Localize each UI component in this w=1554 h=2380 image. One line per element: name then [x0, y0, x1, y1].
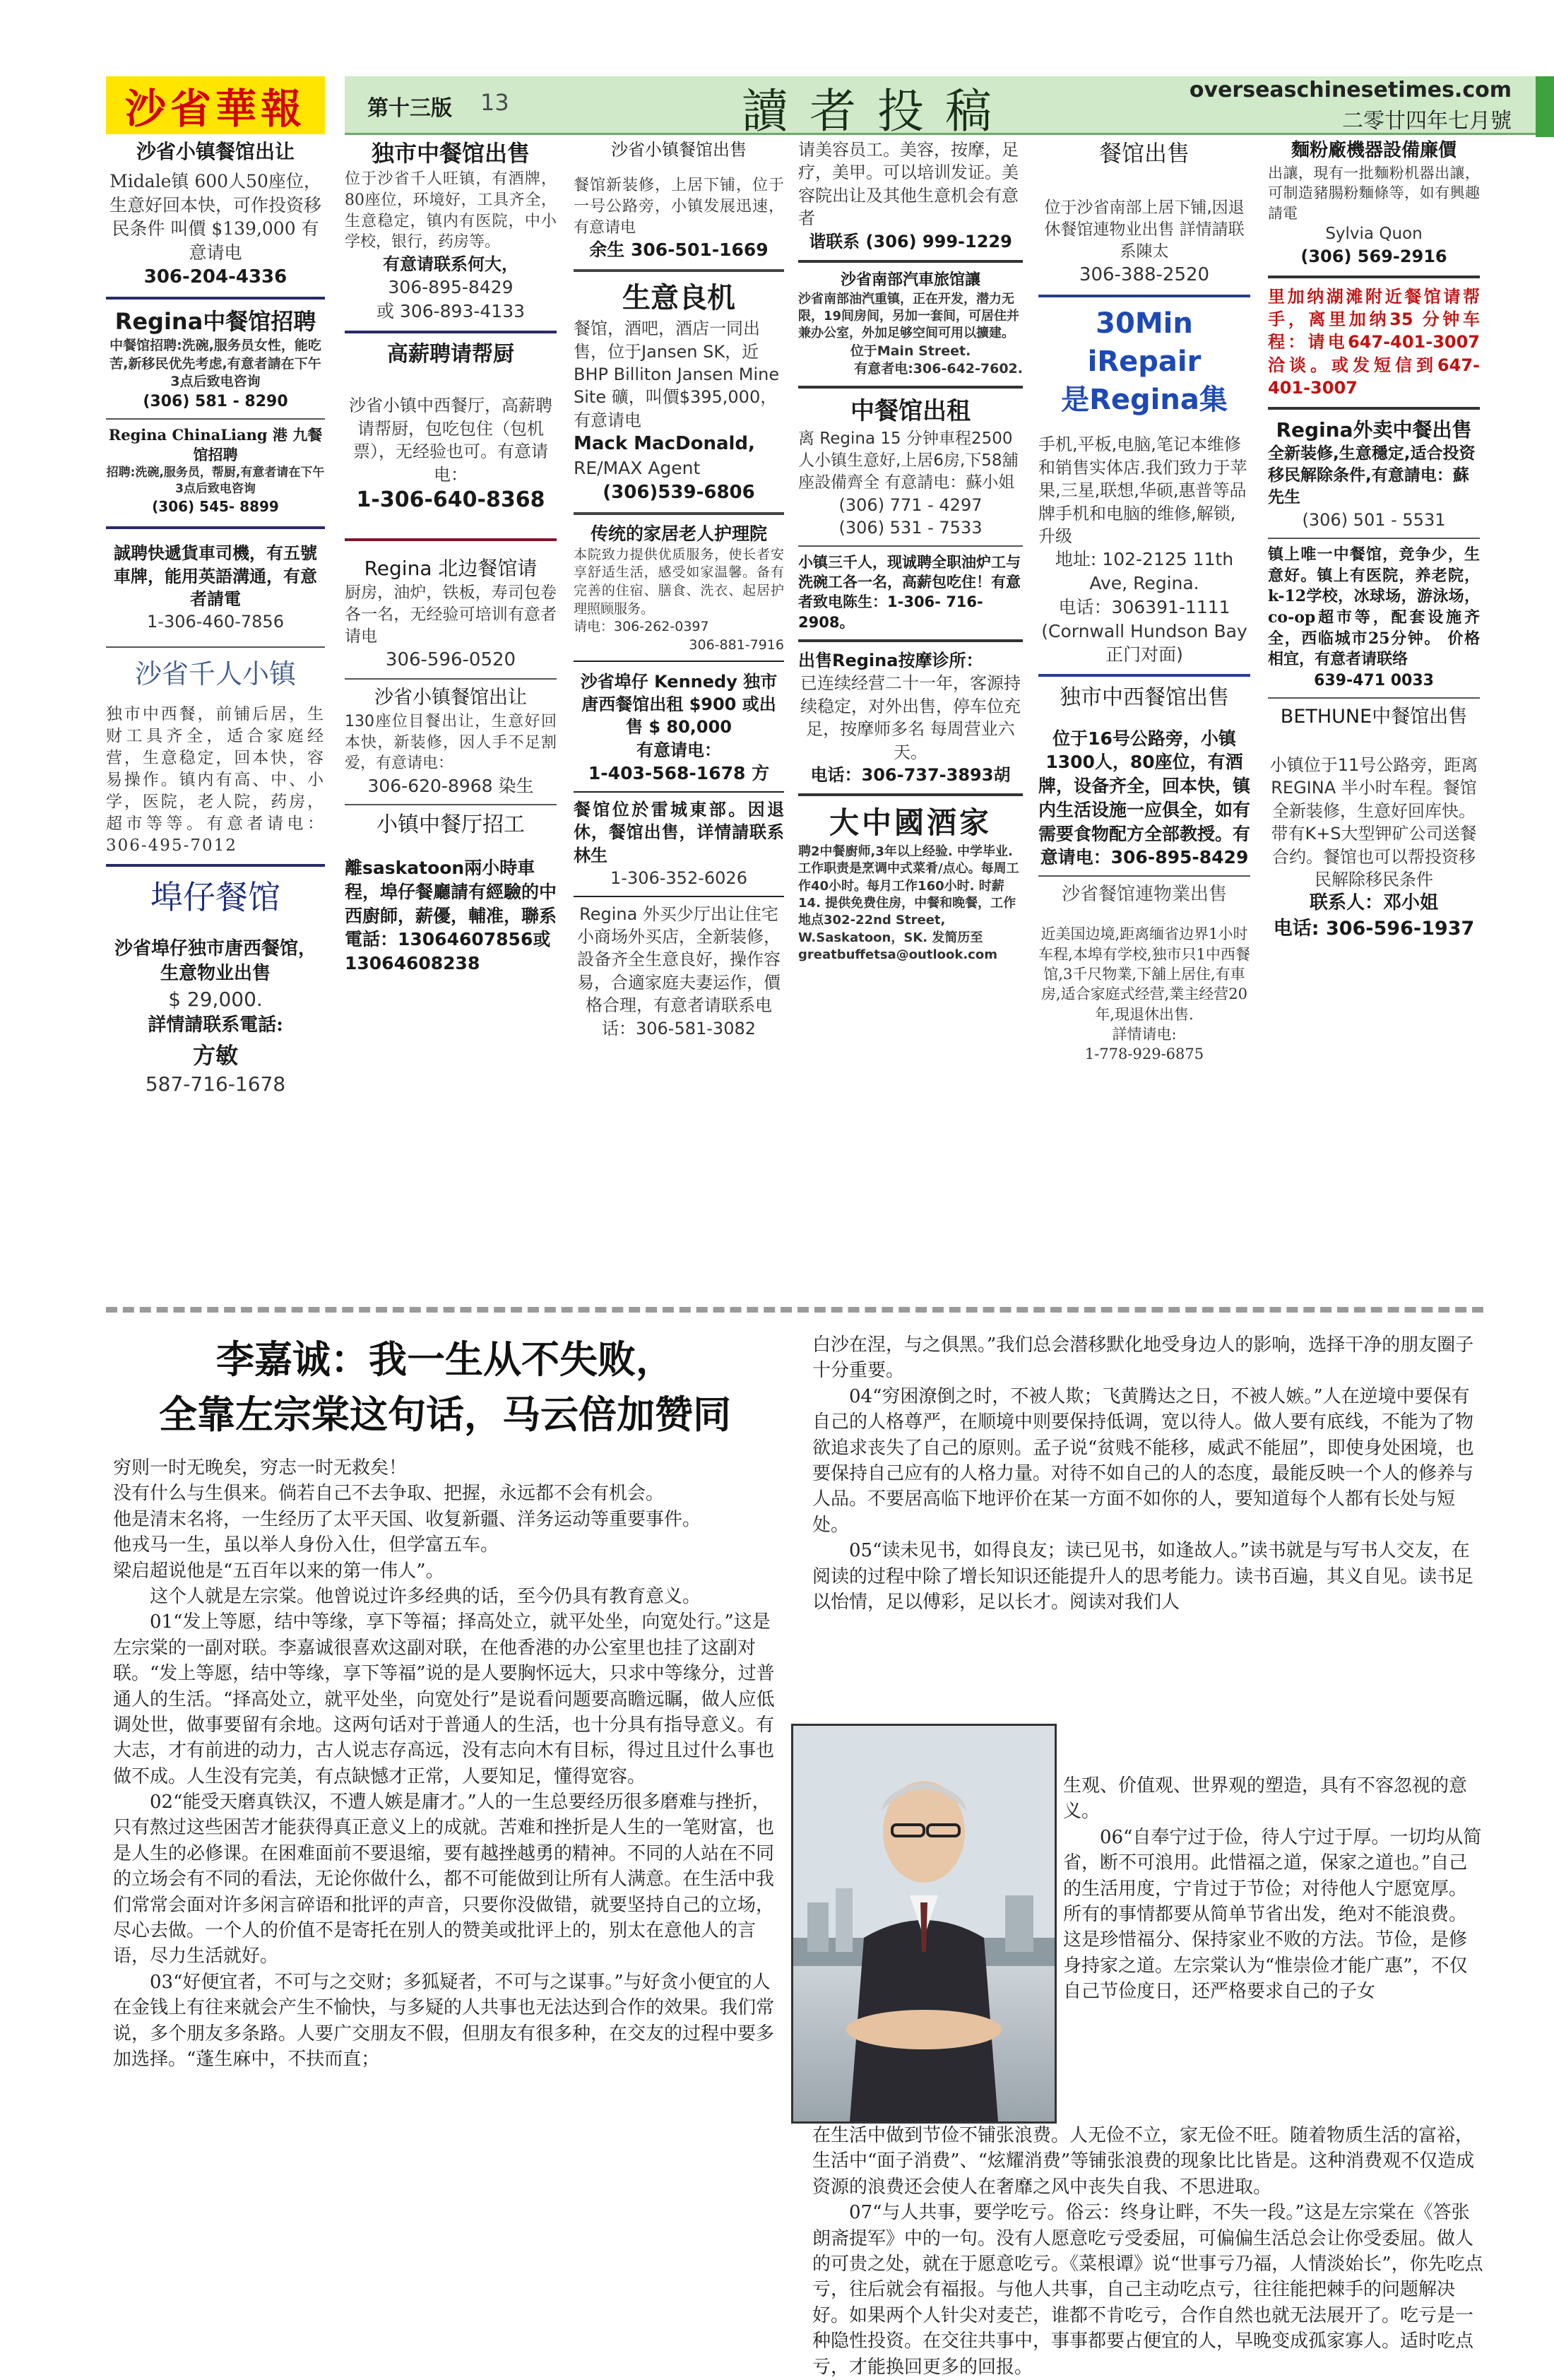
article-paragraph: 06“自奉宁过于俭，待人宁过于厚。一切均从简省，断不可浪用。此惜福之道，保家之道也。”自己的生活用度，宁肯过于节俭；对待他人宁愿宽厚。所有的事情都要从简单节省出发，绝对不能浪费。这是珍惜福分、保持家业不败的方法。节俭，是修身持家之道。左宗棠认为“惟崇俭才能广惠”，不仅自己节俭度日，还严格要求自己的子女	[1063, 1826, 1482, 2003]
ad-title: 独市中餐馆出售	[371, 140, 530, 167]
article-paragraph: 他是清末名将，一生经历了太平天国、收复新疆、洋务运动等重要事件。	[113, 1508, 701, 1530]
ad-body: 近美国边境,距离缅省边界1小时车程,本埠有学校,独市只1中西餐馆,3千尺物業,下舖上居住,有車房,适合家庭式经营,業主经营20年,現退休出售.	[1038, 925, 1250, 1023]
ad-130-seat	[345, 685, 557, 798]
ad-contact: 有意请电：	[636, 740, 721, 760]
article-paragraph: 这个人就是左宗棠。他曾说过许多经典的话，至今仍具有教育意义。	[113, 1585, 701, 1607]
article-title	[113, 1332, 777, 1443]
page-number: 13	[480, 89, 509, 116]
ad-contact: 有意请联系何大，	[383, 253, 518, 274]
ad-body: 独市中西餐，前铺后居，生财工具齐全，适合家庭经营，生意稳定，回本快，容易操作。镇内有高、中、小学，医院，老人院，药房，超市等等。有意者请电：306-495-7012	[106, 705, 325, 856]
divider	[574, 269, 784, 272]
ad-title: 小镇中餐厅招工	[376, 812, 525, 837]
ad-phone: (306) 545- 8899	[152, 498, 279, 516]
ad-body: 沙省南部油汽重镇，正在开发，潜力无限，19间房间，另加一套间，可居住并兼办公室，外加足够空间可用以擴建。	[798, 291, 1020, 341]
ad-title: 生意良机	[622, 282, 735, 315]
ad-midale-restaurant	[106, 138, 325, 290]
ad-restaurant-rent	[798, 396, 1023, 540]
ad-kennedy	[574, 670, 784, 786]
ad-body: Regina 外买少厅出让住宅小商场外买店，全新装修，設备齐全生意良好，操作容易，合適家庭夫妻运作，價格合理，有意者请联系电话：306-581-3082	[577, 904, 781, 1038]
ad-business-opportunity	[574, 279, 784, 505]
ad-name: 方敏	[192, 1041, 238, 1069]
ad-agent-name: Mack MacDonald,	[574, 433, 755, 455]
ad-chinaliang-hiring	[106, 425, 325, 517]
divider	[106, 297, 325, 300]
article-title-line-1: 李嘉诚：我一生从不失败，	[216, 1337, 674, 1382]
ad-title: 沙省小镇餐馆出售	[611, 140, 747, 160]
ad-body: 离 Regina 15 分钟車程2500人小镇生意好,上居6房,下58舖座設備齊全 有意請电：蘇小姐	[798, 429, 1019, 492]
article-paragraph: 穷则一时无晚矣，穷志一时无救矣！	[113, 1457, 408, 1479]
article-paragraph: 白沙在涅，与之俱黑。”我们总会潜移默化地受身边人的影响，选择干净的朋友圈子十分重要。	[812, 1334, 1474, 1382]
ad-south-restaurant	[1038, 138, 1250, 288]
divider	[1038, 295, 1250, 297]
ad-body: 餐馆新装修，上居下铺，位于一号公路旁，小镇发展迅速，有意请电	[574, 177, 784, 237]
edition-label: 第十三版	[367, 96, 452, 121]
ad-phone: 电话：306-737-3893胡	[810, 764, 1011, 785]
divider	[798, 639, 1023, 642]
ad-column-2	[345, 138, 557, 976]
section-title: 讀者投稿	[742, 84, 1013, 138]
ad-title: Regina中餐馆招聘	[114, 307, 316, 335]
article-column-left	[113, 1455, 777, 2072]
divider	[1038, 674, 1250, 677]
ad-regina-takeout	[1268, 417, 1480, 532]
ad-body: 厨房，油炉，铁板，寿司包卷各一名，无经验可培训有意者请电	[345, 584, 557, 646]
divider	[1268, 276, 1480, 278]
ad-title: 30Min iRepair	[1087, 307, 1202, 379]
ad-body: 中餐馆招聘:洗碗,服务员女性，能吃苦,新移民优先考虑,有意者請在下午3点后致电咨询	[109, 338, 321, 390]
ad-body: 位于16号公路旁，小镇1300人，80座位，有酒牌，设备齐全，回本快，镇内生活设施一应俱全，如有需要食物配方全部教授。有意请电：306-895-8429	[1038, 728, 1251, 868]
article-paragraph: 梁启超说他是“五百年以来的第一伟人”。	[113, 1560, 444, 1582]
ad-title: 沙省小镇餐馆出让	[136, 140, 295, 163]
ad-title: Regina 北边餐馆请	[364, 557, 538, 581]
ad-phone: 306-881-7916	[689, 637, 784, 653]
ad-phone: 306-204-4336	[143, 266, 287, 288]
ad-body: 小镇三千人，现诚聘全职油炉工与洗碗工各一名，高薪包吃住！有意者致电陈生：1-306- 716-2908。	[798, 553, 1021, 631]
divider	[1038, 875, 1250, 877]
divider	[798, 260, 1023, 263]
ad-phone: 587-716-1678	[145, 1072, 286, 1096]
ad-body: 已连续经营二十一年，客源持续稳定，对外出售，停车位充足，按摩师多名 每周营业六天。	[800, 673, 1021, 762]
divider	[798, 545, 1023, 547]
ad-body: 位于沙省千人旺镇，有酒牌，80座位，环境好，工具齐全，生意稳定，镇内有医院，中小学校，银行，药房等。	[345, 170, 557, 251]
ad-address: 地址: 102-2125 11th Ave, Regina.	[1055, 549, 1234, 594]
article-title-line-2: 全靠左宗棠这句话，马云倍加赞同	[159, 1392, 731, 1438]
ad-phone: (306) 581 - 8290	[143, 393, 288, 410]
portrait-photo	[791, 1724, 1057, 2124]
article-paragraph: 在生活中做到节俭不铺张浪费。人无俭不立，家无俭不旺。随着物质生活的富裕，生活中“面子消费”、“炫耀消费”等铺张浪费的现象比比皆是。这种消费观不仅造成资源的浪费还会使人在奢靡之风中丧失自我、不思进取。	[812, 2125, 1475, 2198]
ad-phone: 有意者电:306-642-7602.	[854, 361, 1023, 377]
ad-body: 餐馆位於雷城東部。因退休，餐馆出售，详情請联系林生	[574, 799, 784, 865]
article-column-right-bottom	[812, 2123, 1483, 2380]
ad-fryer-hiring	[798, 552, 1023, 632]
article-paragraph: 04“穷困潦倒之时，不被人欺；飞黄腾达之日，不被人嫉。”人在逆境中要保有自己的人格尊严，在顺境中则要保持低调，宽以待人。做人要有底线，不能为了物欲追求丧失了自己的原则。孟子说“贫贱不能移，威武不能屈”，即使身处困境，也要保持自己应有的人格力量。对待不如自己的人的态度，最能反映一个人的修养与人品。不要居高临下地评价在某一方面不如你的人，要知道每个人都有长处与短处。	[812, 1385, 1474, 1536]
ad-contact: 詳情請联系電話:	[148, 1014, 283, 1036]
ad-driver-hiring	[106, 542, 325, 634]
ad-east-regina	[574, 798, 784, 890]
divider	[1268, 538, 1480, 539]
ad-title: 埠仔餐馆	[150, 878, 280, 917]
article-paragraph: 05“读未见书，如得良友；读已见书，如逢故人。”读书就是与写书人交友，在阅读的过程中除了增长知识还能提升人的思考能力。读书百遍，其义自见。读书足以怡情，足以傅彩，足以长才。阅读对我们人	[812, 1540, 1474, 1613]
ad-phone: 639-471 0033	[1314, 671, 1434, 689]
article-paragraph: 07“与人共事，要学吃亏。俗云：终身让畔，不失一段。”这是左宗棠在《答张朗斋提军》中的一句。没有人愿意吃亏受委屈，可偏偏生活总会让你受委屈。做人的可贵之处，就在于愿意吃亏。《菜根谭》说“世事亏乃福，人情淡始长”，你先吃点亏，往后就会有福报。与他人共事，自己主动吃点亏，往往能把棘手的问题解决好。如果两个人针尖对麦芒，谁都不肯吃亏，合作自然也就无法展开了。吃亏是一种隐性投资。在交往共事中，事事都要占便宜的人，早晚变成孤家寡人。适时吃点亏，才能换回更多的回报。	[812, 2202, 1483, 2378]
ad-highway16	[1038, 684, 1250, 870]
ad-body: 小镇位于11号公路旁，距离REGINA 半小时车程。餐馆全新装修，生意好回库快。带有K+S大型钾矿公司送餐合约。餐馆也可以帮投资移民解除移民条件	[1269, 755, 1478, 890]
section-divider	[106, 1307, 1483, 1313]
article-paragraph: 他戎马一生，虽以举人身份入仕，但学富五车。	[113, 1534, 499, 1556]
ad-phone: 电话: 306-596-1937	[1273, 917, 1475, 940]
ad-phone: 1-306-460-7856	[147, 612, 284, 632]
divider	[106, 646, 325, 648]
ad-phone: 306-388-2520	[1079, 264, 1210, 286]
divider	[345, 804, 557, 805]
ad-body: 本院致力提供优质服务，使长者安享舒适生活，感受如家温馨。备有完善的住宿、膳食、洗衣、起居护理照顾服务。	[574, 546, 784, 617]
ad-body: 誠聘快遞貨車司機，有五號車牌，能用英語溝通，有意者請電	[114, 543, 317, 610]
ad-phone: 或 306-893-4133	[376, 301, 526, 322]
divider	[798, 386, 1023, 389]
ad-column-6	[1268, 138, 1480, 942]
ad-body: 離saskatoon兩小時車程，埠仔餐廳請有經驗的中西廚師，薪優，輔准，聯系電話：13064607856或13064608238	[345, 858, 557, 974]
article-paragraph: 生观、价值观、世界观的塑造，具有不容忽视的意义。	[1063, 1775, 1468, 1823]
ad-phone: 306-620-8968 染生	[367, 775, 534, 796]
ad-town-restaurant-sale	[345, 138, 557, 324]
ad-body: 请美容员工。美容，按摩，足疗，美甲。可以培训发证。美容院出让及其他生意机会有意者	[798, 140, 1019, 229]
ad-body: 位于沙省南部上居下铺,因退休餐馆連物业出售 詳情請联系陳太	[1044, 199, 1245, 261]
issue-date: 二零廿四年七月號	[1342, 109, 1512, 134]
ad-body: 里加纳湖滩附近餐馆请帮手，离里加纳35 分钟车程：请电647-401-3007 洽谈。或发短信到647-401-3007	[1268, 286, 1480, 398]
ad-phone: (306)539-6806	[603, 482, 755, 503]
article-paragraph: 没有什么与生俱来。倘若自己不去争取、把握，永远都不会有机会。	[113, 1483, 665, 1505]
divider	[798, 793, 1023, 796]
ad-regina-hiring	[106, 307, 325, 413]
divider	[574, 791, 784, 793]
ad-phone: 1-306-352-6026	[610, 868, 747, 889]
ad-great-china-restaurant	[798, 803, 1023, 964]
ad-title: Regina外卖中餐出售	[1276, 418, 1472, 442]
ad-title: BETHUNE中餐馆出售	[1280, 705, 1468, 728]
article-column-right-top	[812, 1332, 1483, 1615]
divider	[1268, 697, 1480, 699]
divider	[106, 526, 325, 529]
ad-title: 高薪聘请帮厨	[387, 341, 514, 367]
ad-phone: 请电：306-262-0397	[574, 619, 709, 635]
ad-column-3	[574, 138, 784, 1040]
divider	[106, 864, 325, 867]
ad-contact: 联系人：邓小姐	[1309, 892, 1438, 914]
ad-column-1	[106, 138, 325, 1098]
ad-irepair	[1038, 304, 1250, 667]
divider	[345, 331, 557, 333]
ad-title: 中餐馆出租	[850, 396, 971, 425]
article-paragraph: 03“好便宜者，不可与之交财；多狐疑者，不可与之谋事。”与好贪小便宜的人在金钱上有往来就会产生不愉快，与多疑的人共事也无法达到合作的效果。我们常说，多个朋友多条路。人要广交朋友不假，但朋友有很多种，在交友的过程中要多加选择。“蓬生麻中，不扶而直；	[113, 1971, 775, 2070]
ad-title: 沙省餐馆連物業出售	[1061, 884, 1227, 906]
ad-flour-mill	[1268, 138, 1480, 268]
divider	[1268, 407, 1480, 410]
article-paragraph: 02“能受天磨真铁汉，不遭人嫉是庸才。”人的一生总要经历很多磨难与挫折，只有熬过这些困苦才能获得真正意义上的成就。苦难和挫折是人生的一笔财富，也是人生的必修课。在困难面前不要退缩，要有越挫越勇的精神。不同的人站在不同的立场会有不同的看法，无论你做什么，都不可能做到让所有人满意。在生活中我们常常会面对许多闲言碎语和批评的声音，只要你没做错，就要坚持自己的立场，尽心去做。一个人的价值不是寄托在别人的赞美或批评上的，别太在意他人的言语，尽力生活就好。	[113, 1792, 775, 1967]
ad-title: 沙省千人小镇	[134, 658, 296, 689]
ad-phone: (306) 531 - 7533	[838, 518, 983, 538]
ad-agent: RE/MAX Agent	[574, 458, 701, 479]
ad-phone: (306) 771 - 4297	[838, 495, 983, 515]
article-column-right-side	[1063, 1773, 1483, 2005]
ad-title: 传统的家居老人护理院	[590, 523, 767, 545]
ad-phone: (306) 501 - 5531	[1302, 510, 1446, 531]
ad-title: 独市中西餐馆出售	[1060, 685, 1229, 711]
ad-town-hiring	[345, 811, 557, 976]
ad-thousand-town	[106, 656, 325, 858]
ad-address: 位于Main Street.	[850, 343, 971, 359]
ad-location: (Cornwall Hundson Bay 正门对面)	[1041, 620, 1247, 665]
ad-body: 全新装修,生意穩定,适合投资移民解除条件,有意請电：蘇先生	[1268, 444, 1476, 507]
ad-phone: (306) 569-2916	[1300, 247, 1447, 267]
ad-price: $ 29,000.	[168, 987, 263, 1011]
divider	[574, 512, 784, 515]
ad-bethune	[1268, 704, 1480, 942]
ad-motel	[798, 270, 1023, 379]
ad-title: 出售Regina按摩诊所：	[798, 651, 983, 670]
ad-body: 沙省埠仔独市唐西餐馆，生意物业出售	[114, 937, 316, 984]
ad-phone: 谐联系 (306) 999-1229	[809, 231, 1012, 251]
ad-body: 招聘:洗碗,服务员，帮厨,有意者请在下午3点后致电咨询	[106, 466, 325, 497]
ad-body: 手机,平板,电脑,笔记本维修和销售实体店.我们致力于苹果,三星,联想,华硕,惠普等品牌手机和电脑的维修,解锁,升级	[1038, 434, 1247, 546]
ad-title: 餐馆出售	[1098, 140, 1190, 167]
ad-title: 大中國酒家	[829, 805, 992, 841]
ad-beauty-salon	[798, 138, 1023, 253]
ad-phone: 电话：306391-1111	[1058, 596, 1230, 617]
website-link[interactable]: overseaschinesetimes.com	[1189, 78, 1512, 102]
ad-kitchen-helper	[345, 341, 557, 515]
ad-phone: 1-778-929-6875	[1084, 1046, 1204, 1063]
ad-massage-clinic	[798, 649, 1023, 786]
divider	[574, 896, 784, 897]
ad-body: 餐馆，酒吧，酒店一同出售，位于Jansen SK，近 BHP Billiton Jansen Mine Site 礦，叫價$395,000，有意请电	[574, 319, 780, 430]
ad-body: 130座位目餐出让，生意好回本快，新装修，因人手不足割爱，有意请电：	[345, 712, 557, 773]
masthead-logo: 沙省華報	[106, 76, 325, 134]
edge-tab	[1536, 76, 1554, 137]
ad-lake-helper	[1268, 285, 1480, 400]
ad-small-town-sale	[574, 138, 784, 262]
ad-body: Midale镇 600人50座位，生意好回本快，可作投资移民条件 叫價 $139,000 有意请电	[109, 170, 321, 264]
ad-title: 麵粉廠機器設備廉價	[1291, 140, 1457, 161]
portrait-illustration	[793, 1726, 1055, 2121]
ad-title: Regina ChinaLiang 港 九餐馆招聘	[108, 425, 323, 464]
ad-takeout-sale	[574, 903, 784, 1040]
article-paragraph: 01“发上等愿，结中等缘，享下等福；择高处立，就平处坐，向宽处行。”这是左宗棠的一副对联。李嘉诚很喜欢这副对联，在他香港的办公室里也挂了这副对联。“发上等愿，结中等缘，享下等福”说的是人要胸怀远大，只求中等缘分，过普通人的生活。“择高处立，就平处坐，向宽处行”是说看问题要高瞻远瞩，做人应低调处世，做事要留有余地。这两句话对于普通人的生活，也十分具有指导意义。有大志，才有前进的动力，古人说志存高远，没有志向木有目标，得过且过什么事也做不成。人生没有完美，有点缺憾才正常，人要知足，懂得宽容。	[113, 1611, 775, 1787]
ad-regina-north	[345, 555, 557, 673]
ad-title: 沙省小镇餐馆出让	[374, 687, 527, 709]
ad-contact: 詳情请电:	[1112, 1025, 1177, 1043]
ad-border-restaurant	[1038, 882, 1250, 1065]
ad-column-5	[1038, 138, 1250, 1065]
divider	[574, 661, 784, 662]
ad-phone: 余生 306-501-1669	[589, 239, 769, 261]
ad-elder-care	[574, 522, 784, 655]
divider	[345, 538, 557, 541]
divider	[345, 678, 557, 680]
ad-title: 沙省埠仔 Kennedy 独市唐西餐馆出租 $900 或出售 $ 80,000	[580, 671, 778, 738]
ad-column-4	[798, 138, 1023, 964]
ad-bu-zai-restaurant	[106, 875, 325, 1097]
ad-phone: 306-596-0520	[385, 649, 516, 671]
ad-name: Sylvia Quon	[1325, 225, 1423, 244]
divider	[106, 418, 325, 420]
ad-phone: 1-403-568-1678 方	[588, 763, 770, 784]
ad-body: 镇上唯一中餐馆，竞争少，生意好。镇上有医院，养老院，k-12学校，冰球场，游泳场，co-op超市等，配套设施齐全，西临城市25分钟。 价格相宜，有意者请联络	[1268, 545, 1480, 669]
ad-body: 沙省小镇中西餐厅，高薪聘请帮厨，包吃包住（包机票），无经验也可。有意请电：	[349, 396, 552, 485]
ad-phone: 306-895-8429	[388, 277, 514, 298]
ad-phone: 1-306-640-8368	[356, 487, 545, 512]
ad-title: 沙省南部汽車旅馆讓	[840, 271, 980, 289]
ad-body: 聘2中餐廚师,3年以上经验. 中学毕业. 工作职责是烹调中式菜肴/点心。每周工作40小时。每月工作160小时. 时薪14. 提供免费住房，中餐和晚餐，工作地点302-22nd Street, W.Saskatoon，SK. 发简历至greatbuffetsa@outlook.com	[798, 844, 1019, 962]
ad-body: 出讓，現有一批麵粉机器出讓，可制造豬腸粉麵條等，如有興趣請電	[1268, 165, 1480, 222]
ad-subtitle: 是Regina集	[1061, 384, 1228, 417]
ad-only-restaurant	[1268, 545, 1480, 692]
